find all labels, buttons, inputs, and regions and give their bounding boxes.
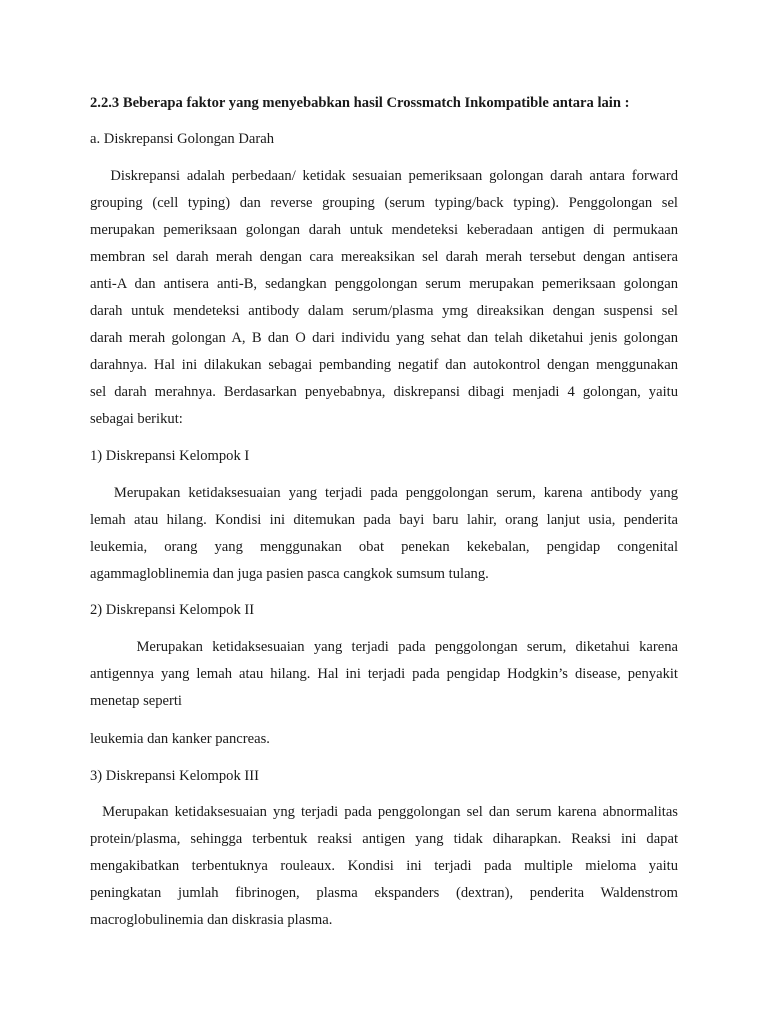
paragraph-line: grouping (cell typing) dan reverse grouping (serum typing/back typing). Penggolongan sel [90,195,678,211]
paragraph-line: agammagloblinemia dan juga pasien pasca cangkok sumsum tulang. [90,566,489,582]
group-2-continuation: leukemia dan kanker pancreas. [90,731,270,747]
paragraph-line: peningkatan jumlah fibrinogen, plasma ekspanders (dextran), penderita Waldenstrom [90,885,678,901]
paragraph-line: merupakan pemeriksaan golongan darah untuk mendeteksi keberadaan antigen di permukaan [90,222,678,238]
group-3-title: 3) Diskrepansi Kelompok III [90,768,260,784]
paragraph-line: anti-A dan antisera anti-B, sedangkan penggolongan serum merupakan pemeriksaan golongan [90,276,678,292]
paragraph-line: sel darah merahnya. Berdasarkan penyebabnya, diskrepansi dibagi menjadi 4 golongan, yaitu [90,384,678,400]
paragraph-line: Merupakan ketidaksesuaian yang terjadi pada penggolongan serum, diketahui karena [90,639,678,655]
paragraph-line: protein/plasma, sehingga terbentuk reaksi antigen yang tidak diharapkan. Reaksi ini dapat [90,831,678,847]
section-a-title: a. Diskrepansi Golongan Darah [90,131,274,147]
paragraph-line: sebagai berikut: [90,411,183,427]
paragraph-line: darahnya. Hal ini dilakukan sebagai pembanding negatif dan autokontrol dengan menggunakan [90,357,678,373]
section-heading: 2.2.3 Beberapa faktor yang menyebabkan hasil Crossmatch Inkompatible antara lain : [90,95,630,111]
paragraph-line: mengakibatkan terbentuknya rouleaux. Kondisi ini terjadi pada multiple mieloma yaitu [90,858,678,874]
paragraph-line: Merupakan ketidaksesuaian yng terjadi pada penggolongan sel dan serum karena abnormalitas [90,804,678,820]
paragraph-line: Diskrepansi adalah perbedaan/ ketidak sesuaian pemeriksaan golongan darah antara forward [90,168,678,184]
paragraph-line: lemah atau hilang. Kondisi ini ditemukan pada bayi baru lahir, orang lanjut usia, penderita [90,512,678,528]
paragraph-line: membran sel darah merah dengan cara mereaksikan sel darah merah tersebut dengan antisera [90,249,678,265]
paragraph-line: menetap seperti [90,693,182,709]
group-1-title: 1) Diskrepansi Kelompok I [90,448,250,464]
paragraph-line: darah untuk mendeteksi antibody dalam serum/plasma ymg direaksikan dengan suspensi sel [90,303,678,319]
paragraph-line: darah merah golongan A, B dan O dari individu yang sehat dan telah diketahui jenis golongan [90,330,678,346]
paragraph-line: Merupakan ketidaksesuaian yang terjadi pada penggolongan serum, karena antibody yang [90,485,678,501]
paragraph-line: macroglobulinemia dan diskrasia plasma. [90,912,333,928]
group-2-title: 2) Diskrepansi Kelompok II [90,602,255,618]
paragraph-line: antigennya yang lemah atau hilang. Hal ini terjadi pada pengidap Hodgkin’s disease, penyakit [90,666,678,682]
paragraph-line: leukemia, orang yang menggunakan obat penekan kekebalan, pengidap congenital [90,539,678,555]
